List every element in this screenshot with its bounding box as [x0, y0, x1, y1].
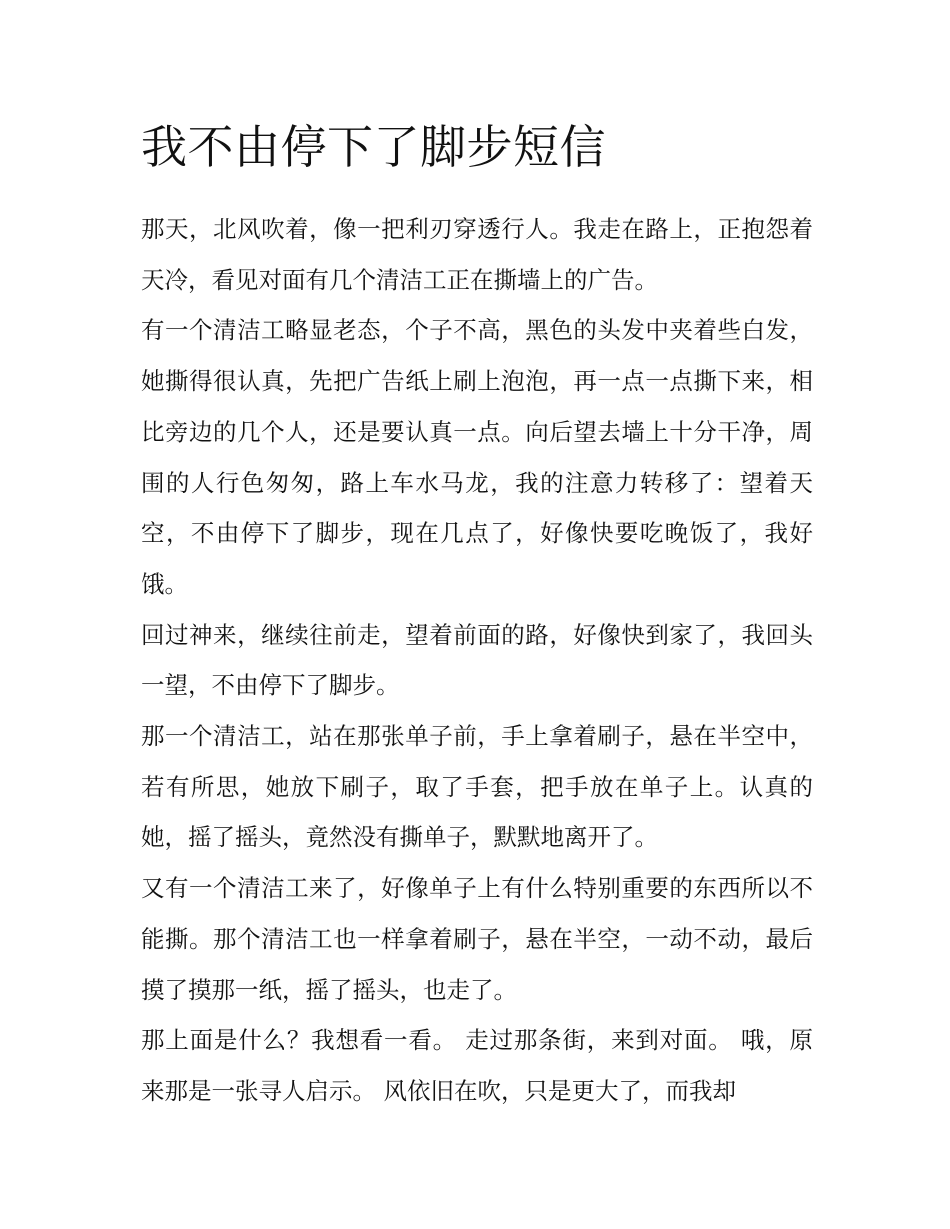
- document-body: [141, 204, 813, 1117]
- paragraph: 又有一个清洁工来了，好像单子上有什么特别重要的东西所以不能撕。那个清洁工也一样拿着刷子，悬在半空，一动不动，最后摸了摸那一纸，摇了摇头，也走了。: [141, 874, 813, 1004]
- document-page: [141, 112, 813, 1117]
- paragraph: 那天，北风吹着，像一把利刃穿透行人。我走在路上，正抱怨着天冷，看见对面有几个清洁工正在撕墙上的广告。: [141, 215, 813, 294]
- document-title: 我不由停下了脚步短信: [141, 120, 606, 174]
- paragraph: 回过神来，继续往前走，望着前面的路，好像快到家了，我回头一望，不由停下了脚步。: [141, 620, 813, 700]
- paragraph: 有一个清洁工略显老态，个子不高，黑色的头发中夹着些白发，她撕得很认真，先把广告纸上刷上泡泡，再一点一点撕下来，相比旁边的几个人，还是要认真一点。向后望去墙上十分干净，周围的人行色匆匆，路上车水马龙，我的注意力转移了：望着天空，不由停下了脚步，现在几点了，好像快要吃晚饭了，我好饿。: [141, 316, 813, 598]
- paragraph: 那上面是什么？我想看一看。 走过那条街，来到对面。 哦，原来那是一张寻人启示。 风依旧在吹，只是更大了，而我却: [141, 1026, 813, 1105]
- paragraph: 那一个清洁工，站在那张单子前，手上拿着刷子，悬在半空中，若有所思，她放下刷子，取了手套，把手放在单子上。认真的她，摇了摇头，竟然没有撕单子，默默地离开了。: [141, 722, 813, 852]
